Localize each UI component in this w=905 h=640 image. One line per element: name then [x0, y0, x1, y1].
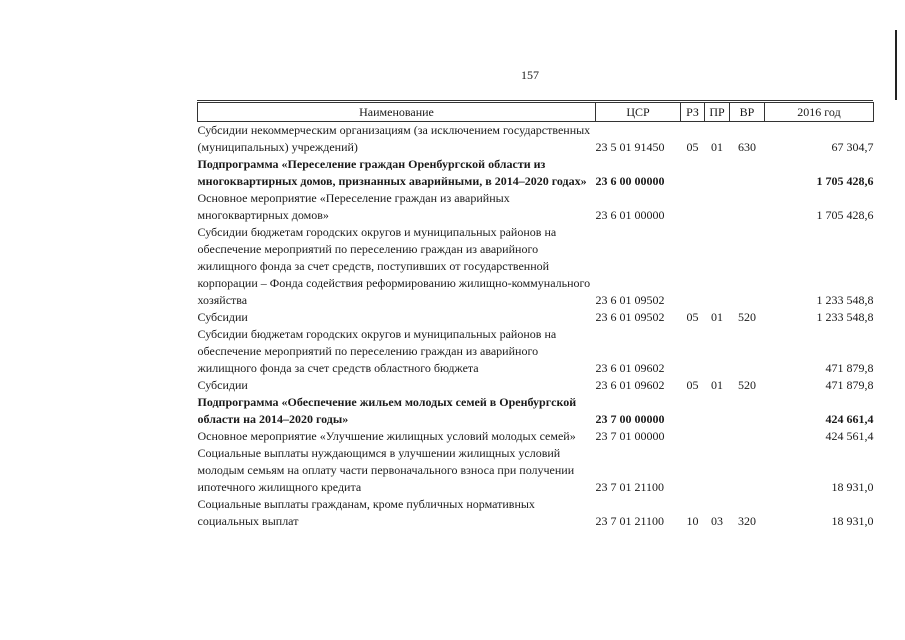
row-pr [705, 326, 730, 377]
row-pr: 03 [711, 514, 723, 528]
row-name: Основное мероприятие «Улучшение жилищных условий молодых семей» [197, 429, 576, 443]
row-amount: 471 879,8 [825, 361, 874, 375]
row-vr [730, 326, 765, 377]
header-vr: ВР [730, 103, 765, 122]
row-name: Субсидии [197, 310, 248, 324]
row-vr [730, 224, 765, 309]
row-rz [681, 445, 705, 496]
row-rz: 10 [686, 514, 699, 528]
row-csr: 23 6 01 09502 [595, 293, 665, 307]
row-csr: 23 7 01 00000 [595, 429, 665, 443]
row-rz [681, 156, 705, 190]
row-csr: 23 5 01 91450 [595, 140, 665, 154]
row-rz [681, 428, 705, 445]
row-vr [730, 428, 765, 445]
row-vr [730, 445, 765, 496]
header-rz: РЗ [681, 103, 705, 122]
scan-edge-mark [895, 30, 897, 100]
table-header-row [198, 103, 874, 122]
row-csr: 23 7 01 21100 [595, 480, 665, 494]
table-row [198, 309, 874, 326]
row-amount: 67 304,7 [831, 140, 874, 154]
table-row [198, 445, 874, 496]
row-pr [705, 190, 730, 224]
row-csr: 23 7 01 21100 [595, 514, 665, 528]
row-vr [730, 394, 765, 428]
row-rz [681, 326, 705, 377]
row-pr [705, 224, 730, 309]
row-name: Субсидии [197, 378, 248, 392]
row-csr: 23 6 01 09602 [595, 361, 665, 375]
table-row [198, 190, 874, 224]
row-vr: 520 [738, 310, 756, 324]
row-name: Основное мероприятие «Переселение граждан из аварийных многоквартирных домов» [197, 191, 510, 222]
header-csr: ЦСР [596, 103, 681, 122]
row-vr: 630 [738, 140, 756, 154]
row-vr: 320 [738, 514, 756, 528]
row-vr [730, 156, 765, 190]
row-amount: 1 705 428,6 [816, 208, 874, 222]
row-amount: 1 233 548,8 [816, 310, 874, 324]
row-csr: 23 6 01 09502 [595, 310, 665, 324]
row-name: Подпрограмма «Переселение граждан Оренбургской области из многоквартирных домов, признанных аварийными, в 2014–2020 годах» [197, 157, 587, 188]
table-row [198, 122, 874, 157]
row-amount: 1 233 548,8 [816, 293, 874, 307]
table-row [198, 428, 874, 445]
row-vr [730, 190, 765, 224]
row-pr [705, 428, 730, 445]
row-rz [681, 394, 705, 428]
row-rz: 05 [686, 378, 699, 392]
row-rz: 05 [686, 140, 699, 154]
table-row [198, 156, 874, 190]
table-row [198, 326, 874, 377]
row-amount: 18 931,0 [831, 480, 874, 494]
page-number: 157 [521, 68, 539, 82]
row-csr: 23 6 00 00000 [595, 174, 665, 188]
row-name: Субсидии бюджетам городских округов и муниципальных районов на обеспечение мероприятий по переселению граждан из аварийного жилищного фонда за счет средств, поступивших от государственной корпорации – Фонда содействия реформированию жилищно-коммунального хозяйства [197, 225, 591, 307]
row-rz [681, 190, 705, 224]
row-name: Субсидии некоммерческим организациям (за исключением государственных (муниципальных) учреждений) [197, 123, 591, 154]
row-pr: 01 [711, 310, 723, 324]
row-name: Подпрограмма «Обеспечение жильем молодых семей в Оренбургской области на 2014–2020 годы» [197, 395, 577, 426]
row-csr: 23 7 00 00000 [595, 412, 665, 426]
row-pr: 01 [711, 140, 723, 154]
row-pr: 01 [711, 378, 723, 392]
budget-table [197, 102, 874, 530]
header-name: Наименование [198, 103, 596, 122]
row-rz: 05 [686, 310, 699, 324]
table-row [198, 496, 874, 530]
row-pr [705, 394, 730, 428]
row-vr: 520 [738, 378, 756, 392]
row-rz [681, 224, 705, 309]
table-row [198, 224, 874, 309]
row-amount: 424 661,4 [825, 412, 874, 426]
row-amount: 471 879,8 [825, 378, 874, 392]
row-pr [705, 156, 730, 190]
table-top-rule [197, 100, 873, 101]
row-amount: 18 931,0 [831, 514, 874, 528]
header-pr: ПР [705, 103, 730, 122]
row-name: Социальные выплаты нуждающимся в улучшении жилищных условий молодым семьям на оплату части первоначального взноса при получении ипотечного жилищного кредита [197, 446, 575, 494]
row-csr: 23 6 01 00000 [595, 208, 665, 222]
table-row [198, 394, 874, 428]
row-pr [705, 445, 730, 496]
row-csr: 23 6 01 09602 [595, 378, 665, 392]
row-name: Субсидии бюджетам городских округов и муниципальных районов на обеспечение мероприятий по переселению граждан из аварийного жилищного фонда за счет средств областного бюджета [197, 327, 557, 375]
row-name: Социальные выплаты гражданам, кроме публичных нормативных социальных выплат [197, 497, 535, 528]
table-row [198, 377, 874, 394]
row-amount: 1 705 428,6 [816, 174, 874, 188]
header-year: 2016 год [765, 103, 874, 122]
row-amount: 424 561,4 [825, 429, 874, 443]
